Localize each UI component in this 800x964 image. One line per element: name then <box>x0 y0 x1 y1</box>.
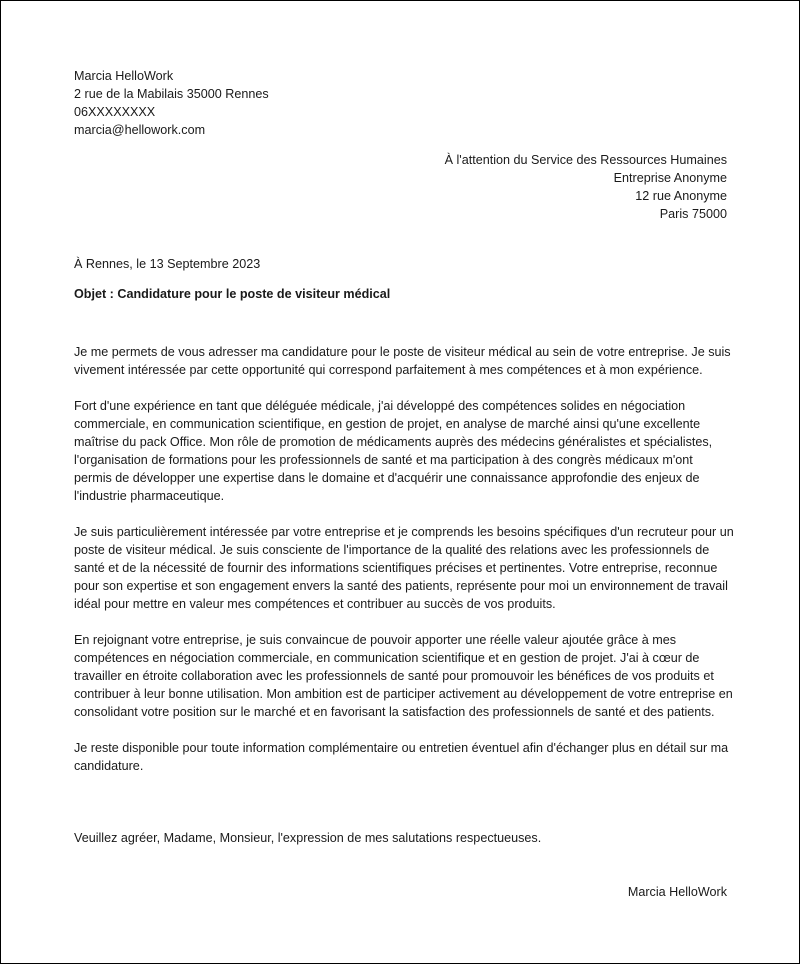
closing-line: Veuillez agréer, Madame, Monsieur, l'expression de mes salutations respectueuses. <box>74 831 542 845</box>
body-paragraph: Je suis particulièrement intéressée par votre entreprise et je comprends les besoins spécifiques d'un recruteur pour un poste de visiteur médical. Je suis consciente de l'importance de la qualité des relations avec les professionnels de santé et de la nécessité de fournir des informations scientifiques précises et pertinentes. Votre entreprise, reconnue pour son expertise et son engagement envers la santé des patients, représente pour moi un environnement de travail idéal pour mettre en valeur mes compétences et contribuer au succès de vos produits. <box>74 525 734 611</box>
sender-block <box>74 67 269 139</box>
subject-line: Objet : Candidature pour le poste de visiteur médical <box>74 287 391 301</box>
recipient-block <box>445 151 727 223</box>
recipient-attention: À l'attention du Service des Ressources Humaines <box>444 153 727 167</box>
body-paragraph: Je me permets de vous adresser ma candidature pour le poste de visiteur médical au sein de votre entreprise. Je suis vivement intéressée par cette opportunité qui correspond parfaitement à mes compétences et à mon expérience. <box>74 345 731 377</box>
body-paragraph: Je reste disponible pour toute information complémentaire ou entretien éventuel afin d'échanger plus en détail sur ma candidature. <box>74 741 729 773</box>
body-paragraph: Fort d'une expérience en tant que déléguée médicale, j'ai développé des compétences solides en négociation commerciale, en communication scientifique, en gestion de projet, en analyse de marché ainsi qu'une excellente maîtrise du pack Office. Mon rôle de promotion de médicaments auprès des médecins généralistes et spécialistes, l'organisation de formations pour les professionnels de santé et ma participation à des congrès médicaux m'ont permis de développer une expertise dans le domaine et d'acquérir une connaissance approfondie des enjeux de l'industrie pharmaceutique. <box>74 399 713 503</box>
sender-address: 2 rue de la Mabilais 35000 Rennes <box>74 87 269 101</box>
sender-name: Marcia HelloWork <box>74 69 174 83</box>
date-line: À Rennes, le 13 Septembre 2023 <box>74 257 261 271</box>
sender-phone: 06XXXXXXXX <box>74 105 156 119</box>
recipient-street: 12 rue Anonyme <box>635 189 727 203</box>
body-paragraph: En rejoignant votre entreprise, je suis convaincue de pouvoir apporter une réelle valeur ajoutée grâce à mes compétences en négociation commerciale, en communication scientifique et en gestion de projet. J'ai à cœur de travailler en étroite collaboration avec les professionnels de santé pour promouvoir les bénéfices de vos produits et contribuer à leur bonne utilisation. Mon ambition est de participer activement au développement de votre entreprise en consolidant votre position sur le marché et en favorisant la satisfaction des professionnels de santé et des patients. <box>74 633 733 719</box>
recipient-company: Entreprise Anonyme <box>613 171 727 185</box>
letter-body <box>74 343 734 793</box>
sender-email: marcia@hellowork.com <box>74 123 206 137</box>
recipient-city: Paris 75000 <box>659 207 727 221</box>
signature: Marcia HelloWork <box>627 885 727 899</box>
